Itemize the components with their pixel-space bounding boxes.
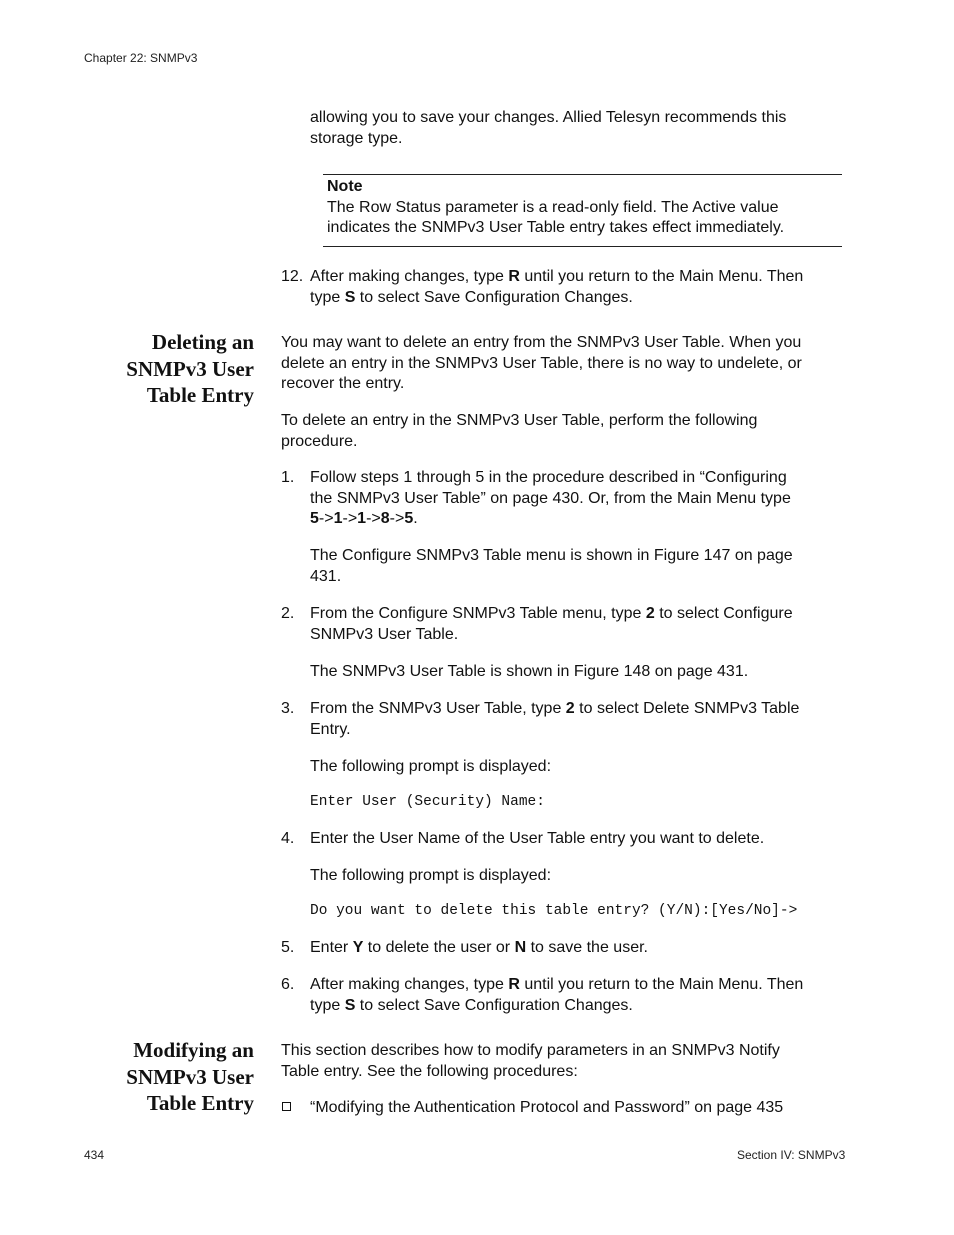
- intro-paragraph: allowing you to save your changes. Allied Telesyn recommends this storage type.: [310, 109, 787, 147]
- delete-step-4-note: The following prompt is displayed:: [310, 867, 552, 884]
- delete-step-3: From the SNMPv3 User Table, type 2 to select Delete SNMPv3 Table Entry.: [310, 700, 800, 738]
- delete-step-2-note: The SNMPv3 User Table is shown in Figure 148 on page 431.: [310, 663, 749, 680]
- note-top-rule: [323, 174, 842, 175]
- step-number: 12.: [281, 268, 304, 285]
- delete-step-2: From the Configure SNMPv3 Table menu, type 2 to select Configure SNMPv3 User Table.: [310, 605, 793, 643]
- delete-step-4: Enter the User Name of the User Table entry you want to delete.: [310, 830, 765, 847]
- delete-paragraph-2: To delete an entry in the SNMPv3 User Table, perform the following procedure.: [281, 412, 758, 450]
- delete-step-1-note: The Configure SNMPv3 Table menu is shown in Figure 147 on page 431.: [310, 547, 793, 585]
- delete-step-5: Enter Y to delete the user or N to save the user.: [310, 939, 648, 956]
- running-footer-section: Section IV: SNMPv3: [737, 1148, 846, 1162]
- note-bottom-rule: [323, 246, 842, 247]
- step-number: 3.: [281, 700, 295, 717]
- modify-auth-protocol-link[interactable]: “Modifying the Authentication Protocol and Password” on page 435: [310, 1099, 784, 1116]
- delete-step-6: After making changes, type R until you return to the Main Menu. Then type S to select Save Configuration Changes.: [310, 976, 804, 1014]
- checkbox-bullet-icon: [282, 1102, 291, 1111]
- page-number: 434: [84, 1148, 105, 1162]
- step-number: 4.: [281, 830, 295, 847]
- modify-paragraph-1: This section describes how to modify parameters in an SNMPv3 Notify Table entry. See the following procedures:: [281, 1042, 780, 1080]
- section-heading-delete: Deleting an SNMPv3 User Table Entry: [126, 330, 254, 407]
- step-number: 1.: [281, 469, 295, 486]
- note-box: Note The Row Status parameter is a read-only field. The Active value indicates the SNMPv3 User Table entry takes effect immediately.: [327, 178, 785, 236]
- delete-step-1: Follow steps 1 through 5 in the procedure described in “Configuring the SNMPv3 User Table” on page 430. Or, from the Main Menu type 5->1->1->8->5.: [310, 468, 791, 530]
- step-12-text: After making changes, type R until you return to the Main Menu. Then type S to select Save Configuration Changes.: [310, 268, 804, 306]
- delete-paragraph-1: You may want to delete an entry from the SNMPv3 User Table. When you delete an entry in the SNMPv3 User Table, there is no way to undelete, or recover the entry.: [281, 334, 802, 392]
- running-header: Chapter 22: SNMPv3: [84, 51, 198, 65]
- prompt-code: Enter User (Security) Name:: [310, 794, 545, 810]
- note-title: Note: [327, 178, 363, 195]
- menu-key-sequence: 5->1->1->8->5.: [310, 510, 418, 527]
- step-number: 5.: [281, 939, 295, 956]
- prompt-code: Do you want to delete this table entry? (Y/N):[Yes/No]->: [310, 903, 798, 919]
- step-number: 6.: [281, 976, 295, 993]
- section-heading-modify: Modifying an SNMPv3 User Table Entry: [126, 1038, 254, 1115]
- delete-step-3-note: The following prompt is displayed:: [310, 758, 552, 775]
- step-number: 2.: [281, 605, 295, 622]
